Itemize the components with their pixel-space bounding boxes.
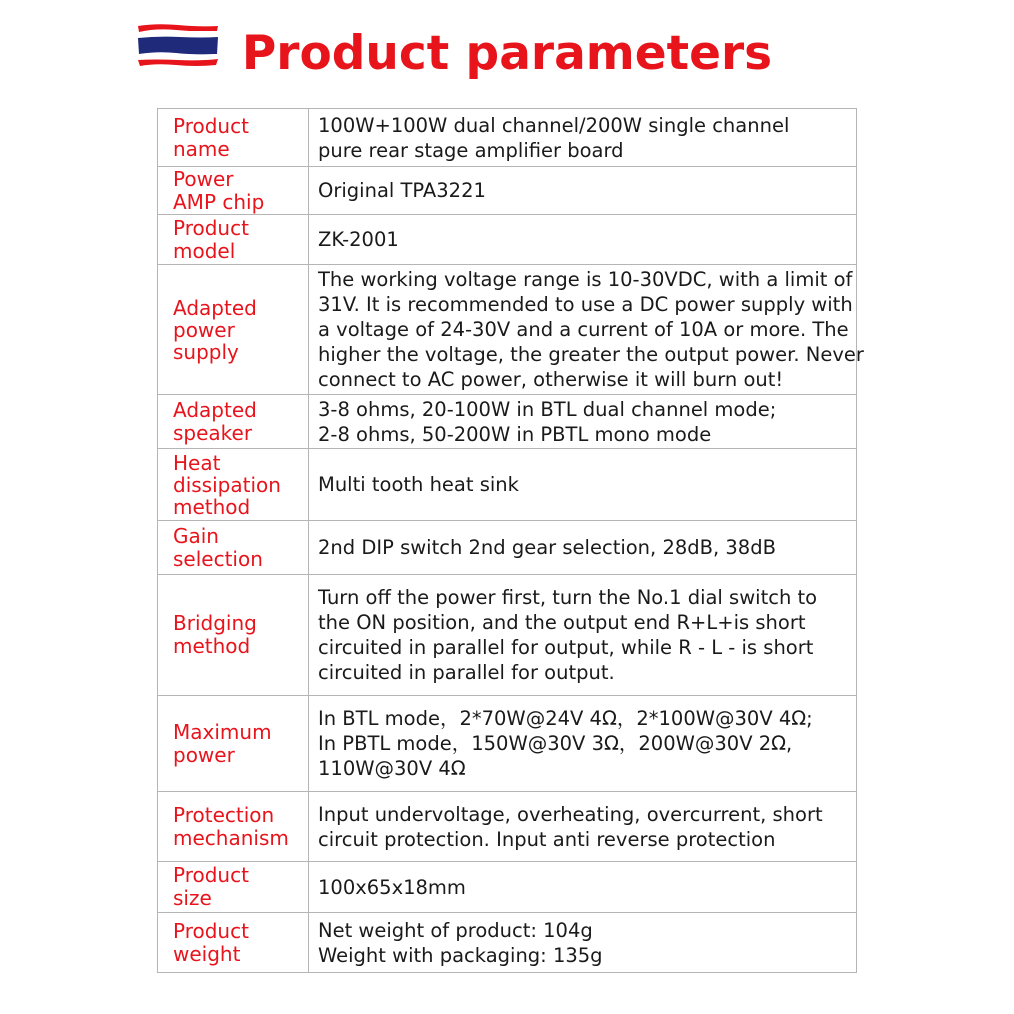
parameter-value-line: Turn off the power first, turn the No.1 dial switch to bbox=[318, 586, 818, 609]
parameter-label-line: weight bbox=[173, 941, 241, 966]
parameter-label-line: Product bbox=[173, 215, 249, 240]
parameter-value bbox=[309, 167, 857, 215]
parameter-value bbox=[309, 696, 857, 792]
table-row bbox=[158, 575, 857, 696]
parameter-label-line: Product bbox=[173, 113, 249, 138]
table-row bbox=[158, 109, 857, 167]
parameter-value-line: 3-8 ohms, 20-100W in BTL dual channel mode; bbox=[318, 397, 777, 421]
parameter-value bbox=[309, 792, 857, 862]
parameter-value bbox=[309, 449, 857, 521]
parameter-value bbox=[309, 862, 857, 913]
parameter-value-line: 31V. It is recommended to use a DC power supply with bbox=[318, 293, 853, 316]
parameter-label bbox=[158, 109, 309, 167]
parameter-label-line: power bbox=[173, 742, 235, 767]
table-row bbox=[158, 862, 857, 913]
parameter-label-line: Maximum bbox=[173, 719, 272, 744]
parameter-label bbox=[158, 792, 309, 862]
parameter-label-line: Adapted bbox=[173, 295, 257, 320]
parameter-value-line: Weight with packaging: 135g bbox=[318, 943, 603, 967]
parameter-label-line: mechanism bbox=[173, 825, 289, 850]
parameter-label-line: selection bbox=[173, 546, 263, 571]
table-row bbox=[158, 395, 857, 449]
parameter-value bbox=[309, 215, 857, 265]
parameter-label-line: method bbox=[173, 634, 251, 658]
parameter-value-line: higher the voltage, the greater the output power. Never bbox=[318, 343, 864, 366]
parameter-value-line: the ON position, and the output end R+L+is short bbox=[318, 611, 806, 634]
parameter-value-line: circuited in parallel for output, while R - L - is short bbox=[318, 636, 814, 659]
parameter-label-line: Bridging bbox=[173, 611, 257, 635]
parameter-label-line: name bbox=[173, 136, 230, 161]
parameter-label-line: Product bbox=[173, 918, 249, 943]
parameter-value-line: 2-8 ohms, 50-200W in PBTL mono mode bbox=[318, 422, 712, 446]
parameter-label bbox=[158, 696, 309, 792]
parameter-value bbox=[309, 913, 857, 973]
parameter-label-line: Protection bbox=[173, 802, 275, 827]
parameter-label-line: size bbox=[173, 886, 212, 910]
page-title: Product parameters bbox=[241, 26, 773, 81]
parameter-value-line: a voltage of 24-30V and a current of 10A or more. The bbox=[318, 318, 849, 341]
parameter-value-line: Multi tooth heat sink bbox=[318, 473, 519, 496]
parameter-label-line: speaker bbox=[173, 420, 253, 445]
table-row bbox=[158, 215, 857, 265]
parameter-value-line: ZK-2001 bbox=[318, 228, 399, 251]
parameter-value bbox=[309, 265, 864, 395]
parameter-label-line: power bbox=[173, 317, 235, 342]
parameter-label-line: supply bbox=[173, 339, 239, 364]
table-row bbox=[158, 167, 857, 215]
parameter-value-line: 2nd DIP switch 2nd gear selection, 28dB, 38dB bbox=[318, 536, 776, 559]
parameter-value-line: In PBTL mode，150W@30V 3Ω，200W@30V 2Ω, bbox=[318, 732, 793, 755]
parameter-label bbox=[158, 521, 309, 575]
parameter-value bbox=[309, 395, 857, 449]
table-row bbox=[158, 265, 857, 395]
parameter-value-line: In BTL mode，2*70W@24V 4Ω，2*100W@30V 4Ω; bbox=[318, 707, 813, 730]
parameter-label-line: Adapted bbox=[173, 397, 257, 422]
parameter-label bbox=[158, 575, 309, 696]
parameter-label-line: Gain bbox=[173, 523, 219, 548]
parameter-label-line: method bbox=[173, 494, 251, 519]
parameter-label bbox=[158, 913, 309, 973]
parameter-label bbox=[158, 862, 309, 913]
table-row bbox=[158, 521, 857, 575]
table-row bbox=[158, 913, 857, 973]
parameter-value-line: Input undervoltage, overheating, overcurrent, short bbox=[318, 802, 823, 826]
parameter-value-line: Original TPA3221 bbox=[318, 179, 486, 202]
parameter-label bbox=[158, 265, 309, 395]
parameter-label-line: Product bbox=[173, 863, 249, 887]
table-row bbox=[158, 449, 857, 521]
parameter-label bbox=[158, 395, 309, 449]
parameter-label bbox=[158, 167, 309, 215]
parameter-value-line: circuited in parallel for output. bbox=[318, 661, 615, 684]
parameter-value-line: The working voltage range is 10-30VDC, with a limit of bbox=[318, 268, 853, 291]
parameter-label-line: model bbox=[173, 238, 236, 263]
parameter-value-line: connect to AC power, otherwise it will burn out! bbox=[318, 368, 784, 391]
parameter-value bbox=[309, 521, 857, 575]
parameter-label-line: AMP chip bbox=[173, 189, 265, 214]
parameter-value-line: 100W+100W dual channel/200W single channel bbox=[318, 113, 790, 137]
parameters-table bbox=[157, 108, 864, 973]
table-row bbox=[158, 696, 857, 792]
parameter-value bbox=[309, 109, 857, 167]
parameter-label-line: Power bbox=[173, 166, 234, 191]
parameter-value-line: 110W@30V 4Ω bbox=[318, 757, 466, 780]
parameter-label bbox=[158, 449, 309, 521]
parameter-value bbox=[309, 575, 857, 696]
parameter-label-line: Heat bbox=[173, 450, 221, 475]
table-row bbox=[158, 792, 857, 862]
parameter-value-line: pure rear stage amplifier board bbox=[318, 138, 624, 162]
parameter-value-line: 100x65x18mm bbox=[318, 875, 466, 899]
parameter-value-line: Net weight of product: 104g bbox=[318, 918, 593, 942]
parameter-label bbox=[158, 215, 309, 265]
parameter-label-line: dissipation bbox=[173, 472, 281, 497]
parameter-value-line: circuit protection. Input anti reverse protection bbox=[318, 827, 776, 851]
